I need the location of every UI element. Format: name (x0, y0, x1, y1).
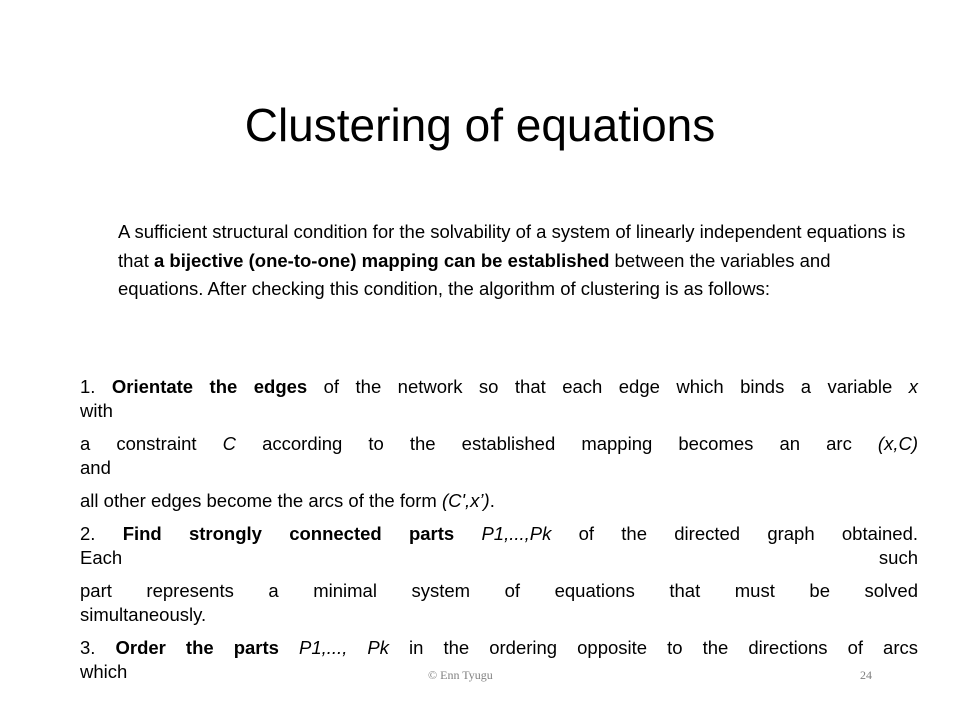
step-text: all other edges become the arcs of the form (80, 490, 442, 511)
step-text-end: Each such (80, 547, 918, 568)
constraint-c: C (222, 433, 237, 454)
step-bold: Order the parts (115, 637, 279, 658)
arc-notation: (x,C) (877, 433, 918, 454)
intro-paragraph (118, 218, 908, 304)
intro-bold-text: a bijective (one-to-one) mapping can be established (154, 249, 610, 271)
step-text: in the ordering opposite to the directions of arcs (388, 637, 919, 658)
step-text-end: simultaneously. (80, 604, 207, 625)
step-text: part represents a minimal system of equations that must be solved (80, 580, 918, 601)
step-1 (80, 375, 918, 423)
step-number: 1. (80, 376, 112, 397)
step-space (454, 523, 481, 544)
step-text: a constraint (80, 433, 223, 454)
variable-x: x (908, 376, 918, 397)
step-2-continued (80, 579, 918, 627)
intro-text: A sufficient structural condition for the solvability of a system of linearly independent equations is that (118, 221, 906, 271)
step-text: of the directed graph obtained. (551, 523, 918, 544)
step-text-end: . (489, 490, 495, 511)
step-text-end: which (80, 661, 128, 682)
step-text: according to the established mapping becomes an arc (236, 433, 878, 454)
step-bold: Orientate the edges (111, 376, 308, 397)
arc-notation: (C',x’) (441, 490, 490, 511)
step-text-end: and (80, 457, 111, 478)
step-3 (80, 636, 918, 684)
page-number: 24 (860, 668, 872, 682)
step-space (279, 637, 299, 658)
step-2 (80, 522, 918, 570)
intro-text-end: between the variables and equations. After checking this condition, the algorithm of clustering is as follows: (118, 249, 831, 299)
step-bold: Find strongly connected parts (122, 523, 455, 544)
step-1-final (80, 489, 918, 513)
step-number: 2. (80, 523, 123, 544)
step-1-continued (80, 432, 918, 480)
parts-notation: P1,..., Pk (299, 637, 389, 658)
step-text-end: with (80, 400, 113, 421)
step-text: of the network so that each edge which binds a variable (307, 376, 909, 397)
parts-notation: P1,...,Pk (481, 523, 552, 544)
algorithm-steps (80, 375, 918, 693)
slide-title: Clustering of equations (244, 99, 716, 151)
step-number: 3. (80, 637, 116, 658)
footer-copyright: © Enn Tyugu (428, 668, 493, 682)
